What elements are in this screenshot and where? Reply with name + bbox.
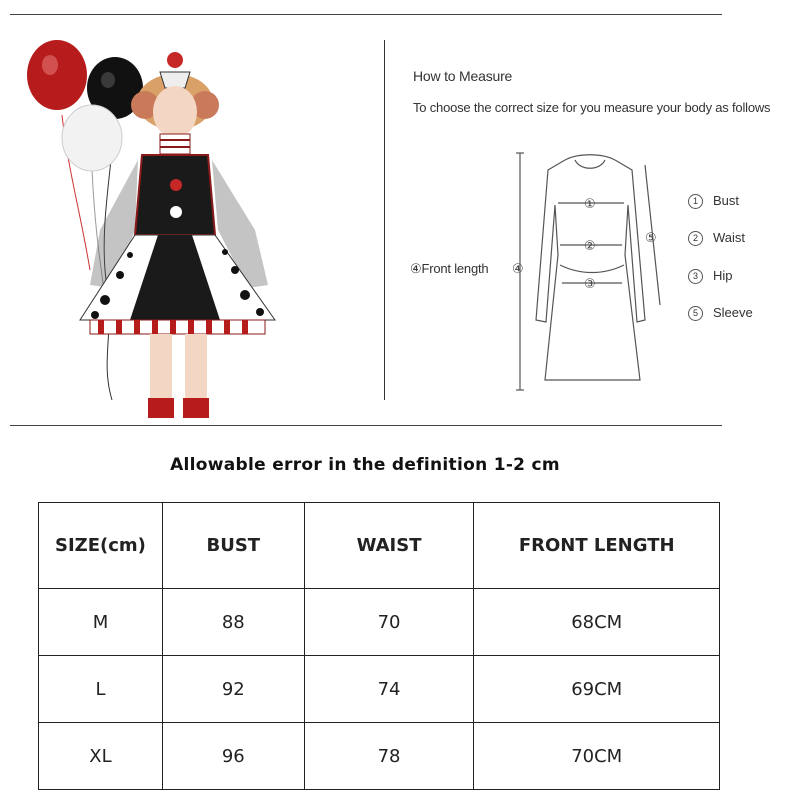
- legend-number: 3: [688, 269, 703, 284]
- cell-bust: 88: [162, 589, 304, 656]
- cell-size: M: [39, 589, 163, 656]
- legend-number: 5: [688, 306, 703, 321]
- legend-label: Sleeve: [713, 305, 753, 320]
- measure-subtitle: To choose the correct size for you measure your body as follows: [413, 100, 771, 115]
- diagram-mark-4: ④: [512, 262, 524, 277]
- dress-measure-diagram: [500, 145, 680, 395]
- cell-waist: 70: [304, 589, 474, 656]
- legend-label: Bust: [713, 193, 740, 208]
- cell-bust: 92: [162, 656, 304, 723]
- cell-front-length: 68CM: [474, 589, 720, 656]
- header-waist: WAIST: [304, 503, 474, 589]
- header-bust: BUST: [162, 503, 304, 589]
- error-caption: Allowable error in the definition 1-2 cm: [170, 455, 560, 475]
- header-front-length: FRONT LENGTH: [474, 503, 720, 589]
- legend-label: Hip: [713, 268, 733, 283]
- clown-costume-photo: [20, 30, 320, 420]
- top-divider: [10, 14, 722, 15]
- size-table: [38, 502, 720, 790]
- section-divider: [384, 40, 385, 400]
- front-length-label: ④Front length: [410, 261, 489, 276]
- legend-number: 2: [688, 231, 703, 246]
- diagram-mark-3: ③: [584, 277, 596, 292]
- cell-size: XL: [39, 723, 163, 790]
- header-size: SIZE(cm): [39, 503, 163, 589]
- diagram-mark-2: ②: [584, 239, 596, 254]
- legend-label: Waist: [713, 230, 746, 245]
- cell-front-length: 70CM: [474, 723, 720, 790]
- cell-bust: 96: [162, 723, 304, 790]
- legend-item-bust: [688, 193, 739, 209]
- diagram-mark-5: ⑤: [645, 231, 657, 246]
- cell-waist: 78: [304, 723, 474, 790]
- cell-waist: 74: [304, 656, 474, 723]
- measure-title: How to Measure: [413, 68, 513, 84]
- cell-size: L: [39, 656, 163, 723]
- mid-divider: [10, 425, 722, 426]
- diagram-mark-1: ①: [584, 197, 596, 212]
- cell-front-length: 69CM: [474, 656, 720, 723]
- legend-item-sleeve: [688, 305, 753, 321]
- table-row: [39, 723, 720, 790]
- legend-item-waist: [688, 230, 745, 246]
- legend-number: 1: [688, 194, 703, 209]
- table-header-row: [39, 503, 720, 589]
- legend-item-hip: [688, 268, 733, 284]
- table-row: [39, 589, 720, 656]
- table-row: [39, 656, 720, 723]
